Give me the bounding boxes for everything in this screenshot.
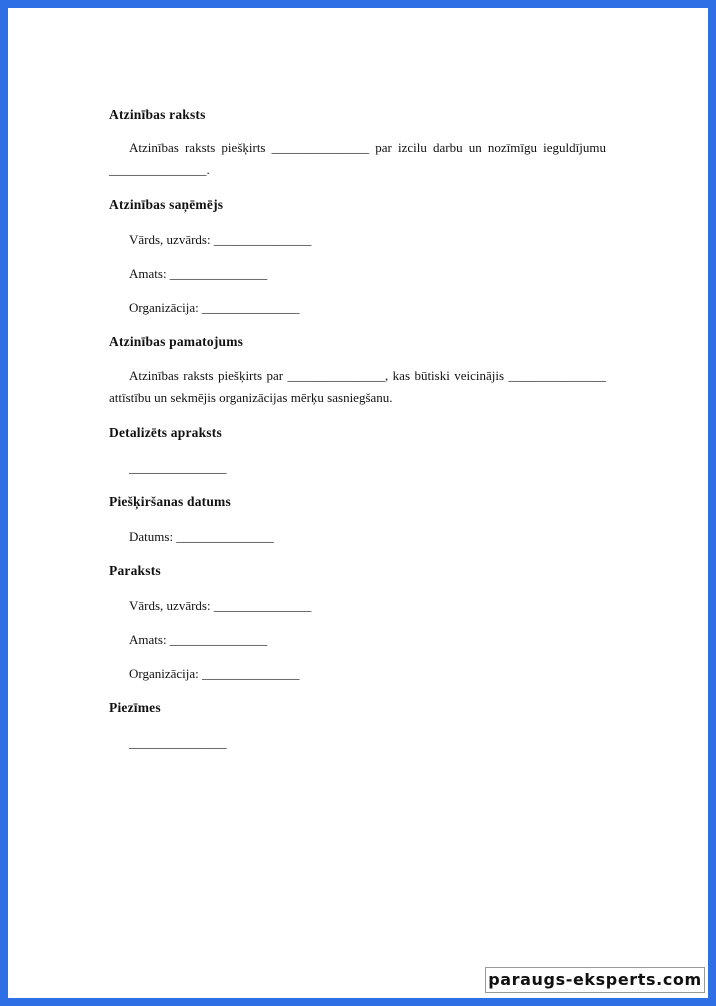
signer-organization-field: Organizācija: _______________	[129, 666, 300, 681]
recipient-organization-field: Organizācija: _______________	[129, 300, 300, 315]
justification-paragraph: Atzinības raksts piešķirts par _______________, kas būtiski veicinājis _______________ attīstību un sekmējis organizācijas mērķu sasniegšanu.	[109, 368, 606, 405]
notes-blank: _______________	[129, 735, 227, 750]
detailed-description-blank: _______________	[129, 460, 227, 475]
section-heading-justification: Atzinības pamatojums	[109, 334, 244, 349]
section-heading-signature: Paraksts	[109, 563, 161, 578]
award-date-field: Datums: _______________	[129, 529, 274, 544]
signer-name-field: Vārds, uzvārds: _______________	[129, 598, 312, 613]
section-heading-detailed-description: Detalizēts apraksts	[109, 425, 222, 440]
recipient-name-field: Vārds, uzvārds: _______________	[129, 232, 312, 247]
section-heading-award-date: Piešķiršanas datums	[109, 494, 231, 509]
section-heading-notes: Piezīmes	[109, 700, 161, 715]
award-letter-paragraph: Atzinības raksts piešķirts _______________ par izcilu darbu un nozīmīgu ieguldījumu _______________.	[109, 140, 606, 177]
watermark-badge: paraugs-eksperts.com	[485, 967, 705, 993]
recipient-position-field: Amats: _______________	[129, 266, 268, 281]
section-heading-award-letter: Atzinības raksts	[109, 107, 206, 122]
signer-position-field: Amats: _______________	[129, 632, 268, 647]
section-heading-recipient: Atzinības saņēmējs	[109, 197, 224, 212]
document-page	[8, 8, 708, 998]
